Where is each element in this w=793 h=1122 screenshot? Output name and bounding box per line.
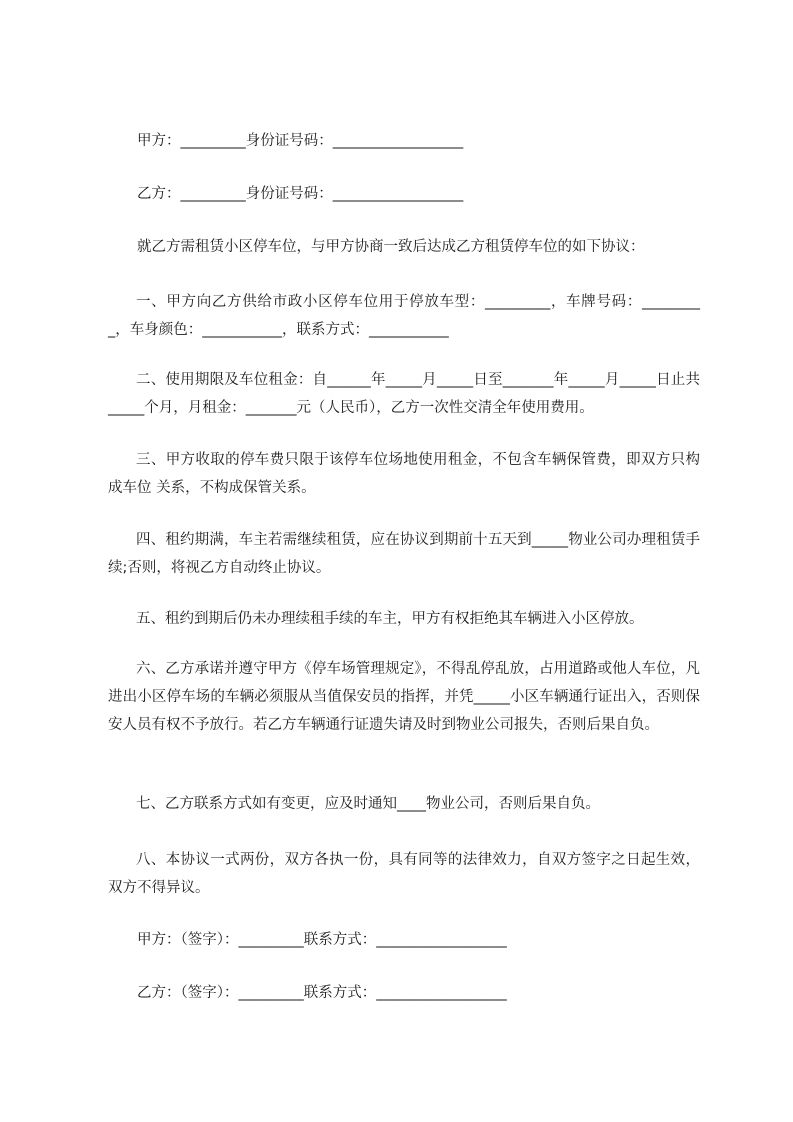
clause-4: 四、租约期满，车主若需继续租赁，应在协议到期前十五天到_____物业公司办理租赁手续;否则，将视乙方自动终止协议。 — [108, 532, 700, 576]
party-b-signature-line: 乙方：（签字）：_________联系方式：__________________ — [137, 985, 507, 1001]
clause-6: 六、乙方承诺并遵守甲方《停车场管理规定》，不得乱停乱放，占用道路或他人车位，凡进出小区停车场的车辆必须服从当值保安员的指挥，并凭_____小区车辆通行证出入，否则保安人员有权不予放行。若乙方车辆通行证遗失请及时到物业公司报失，否则后果自负。 — [108, 661, 700, 733]
party-a-signature-line: 甲方：（签字）：_________联系方式：__________________ — [137, 932, 507, 948]
clause-7: 七、乙方联系方式如有变更，应及时通知____物业公司，否则后果自负。 — [136, 796, 600, 812]
clause-5: 五、租约到期后仍未办理续租手续的车主，甲方有权拒绝其车辆进入小区停放。 — [136, 611, 644, 627]
agreement-intro: 就乙方需租赁小区停车位，与甲方协商一致后达成乙方租赁停车位的如下协议： — [137, 239, 645, 255]
party-b-id-line: 乙方：_________身份证号码：__________________ — [137, 186, 464, 202]
clause-1: 一、甲方向乙方供给市政小区停车位用于停放车型：_________，车牌号码：_________，车身颜色：___________，联系方式：___________ — [108, 294, 700, 338]
clause-3: 三、甲方收取的停车费只限于该停车位场地使用租金，不包含车辆保管费，即双方只构成车位 关系，不构成保管关系。 — [108, 452, 700, 496]
party-a-id-line: 甲方：_________身份证号码：__________________ — [137, 133, 464, 149]
clause-8: 八、本协议一式两份，双方各执一份，具有同等的法律效力，自双方签字之日起生效，双方不得异议。 — [108, 852, 700, 896]
clause-2: 二、使用期限及车位租金：自______年_____月_____日至_______年_____月_____日止共_____个月，月租金：_______元（人民币），乙方一次性交清全年使用费用。 — [108, 372, 700, 416]
